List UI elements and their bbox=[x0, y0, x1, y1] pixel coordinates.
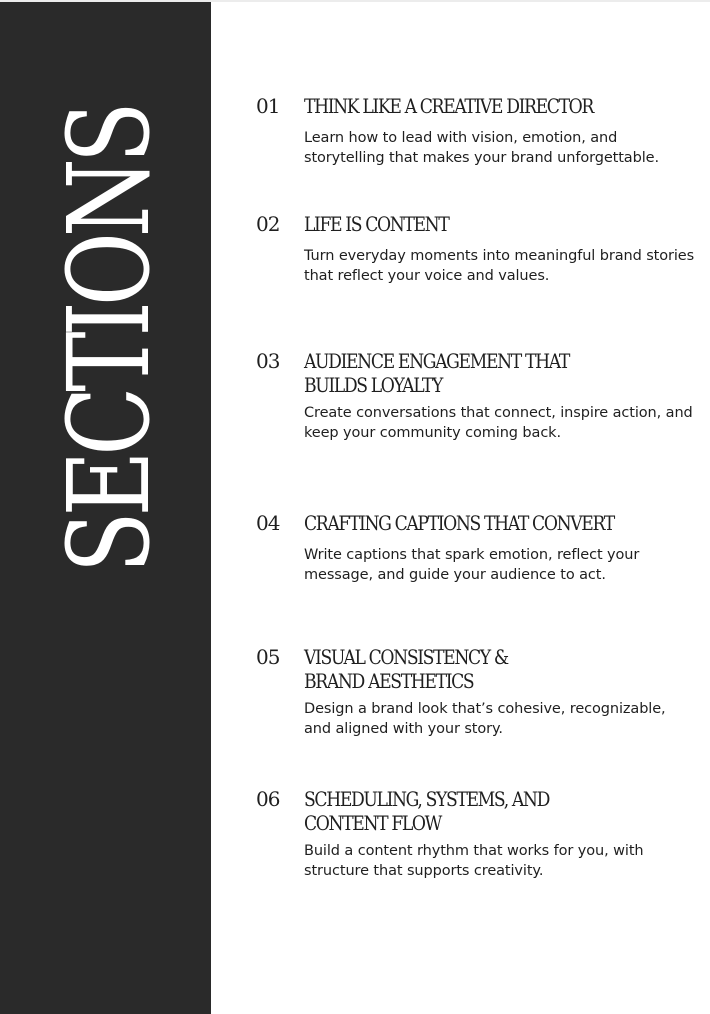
section-item-01 bbox=[256, 94, 696, 174]
section-number: 03 bbox=[256, 349, 280, 373]
section-number: 04 bbox=[256, 511, 280, 535]
section-number: 05 bbox=[256, 645, 280, 669]
section-item-06 bbox=[256, 787, 696, 887]
sidebar-panel bbox=[0, 2, 211, 1014]
section-description: Design a brand look that’s cohesive, recognizable, and aligned with your story. bbox=[304, 701, 666, 737]
sidebar-title bbox=[45, 81, 175, 600]
section-item-03 bbox=[256, 349, 696, 449]
section-title: AUDIENCE ENGAGEMENT THAT BUILDS LOYALTY bbox=[304, 349, 569, 397]
section-number: 01 bbox=[256, 94, 280, 118]
section-title: THINK LIKE A CREATIVE DIRECTOR bbox=[304, 94, 593, 118]
section-description: Build a content rhythm that works for you, with structure that supports creativity. bbox=[304, 843, 644, 879]
sidebar-title-text: SECTIONS bbox=[45, 106, 175, 574]
section-item-04 bbox=[256, 511, 696, 591]
section-number: 02 bbox=[256, 212, 280, 236]
section-item-05 bbox=[256, 645, 696, 745]
section-description: Write captions that spark emotion, reflect your message, and guide your audience to act. bbox=[304, 547, 640, 583]
section-title: CRAFTING CAPTIONS THAT CONVERT bbox=[304, 511, 614, 535]
section-title: VISUAL CONSISTENCY & BRAND AESTHETICS bbox=[304, 645, 508, 693]
section-description: Turn everyday moments into meaningful brand stories that reflect your voice and values. bbox=[304, 248, 695, 284]
section-description: Create conversations that connect, inspire action, and keep your community coming back. bbox=[304, 405, 693, 441]
section-item-02 bbox=[256, 212, 696, 292]
section-number: 06 bbox=[256, 787, 280, 811]
section-title: SCHEDULING, SYSTEMS, AND CONTENT FLOW bbox=[304, 787, 550, 835]
section-description: Learn how to lead with vision, emotion, and storytelling that makes your brand unforgettable. bbox=[304, 130, 659, 166]
section-title: LIFE IS CONTENT bbox=[304, 212, 449, 236]
